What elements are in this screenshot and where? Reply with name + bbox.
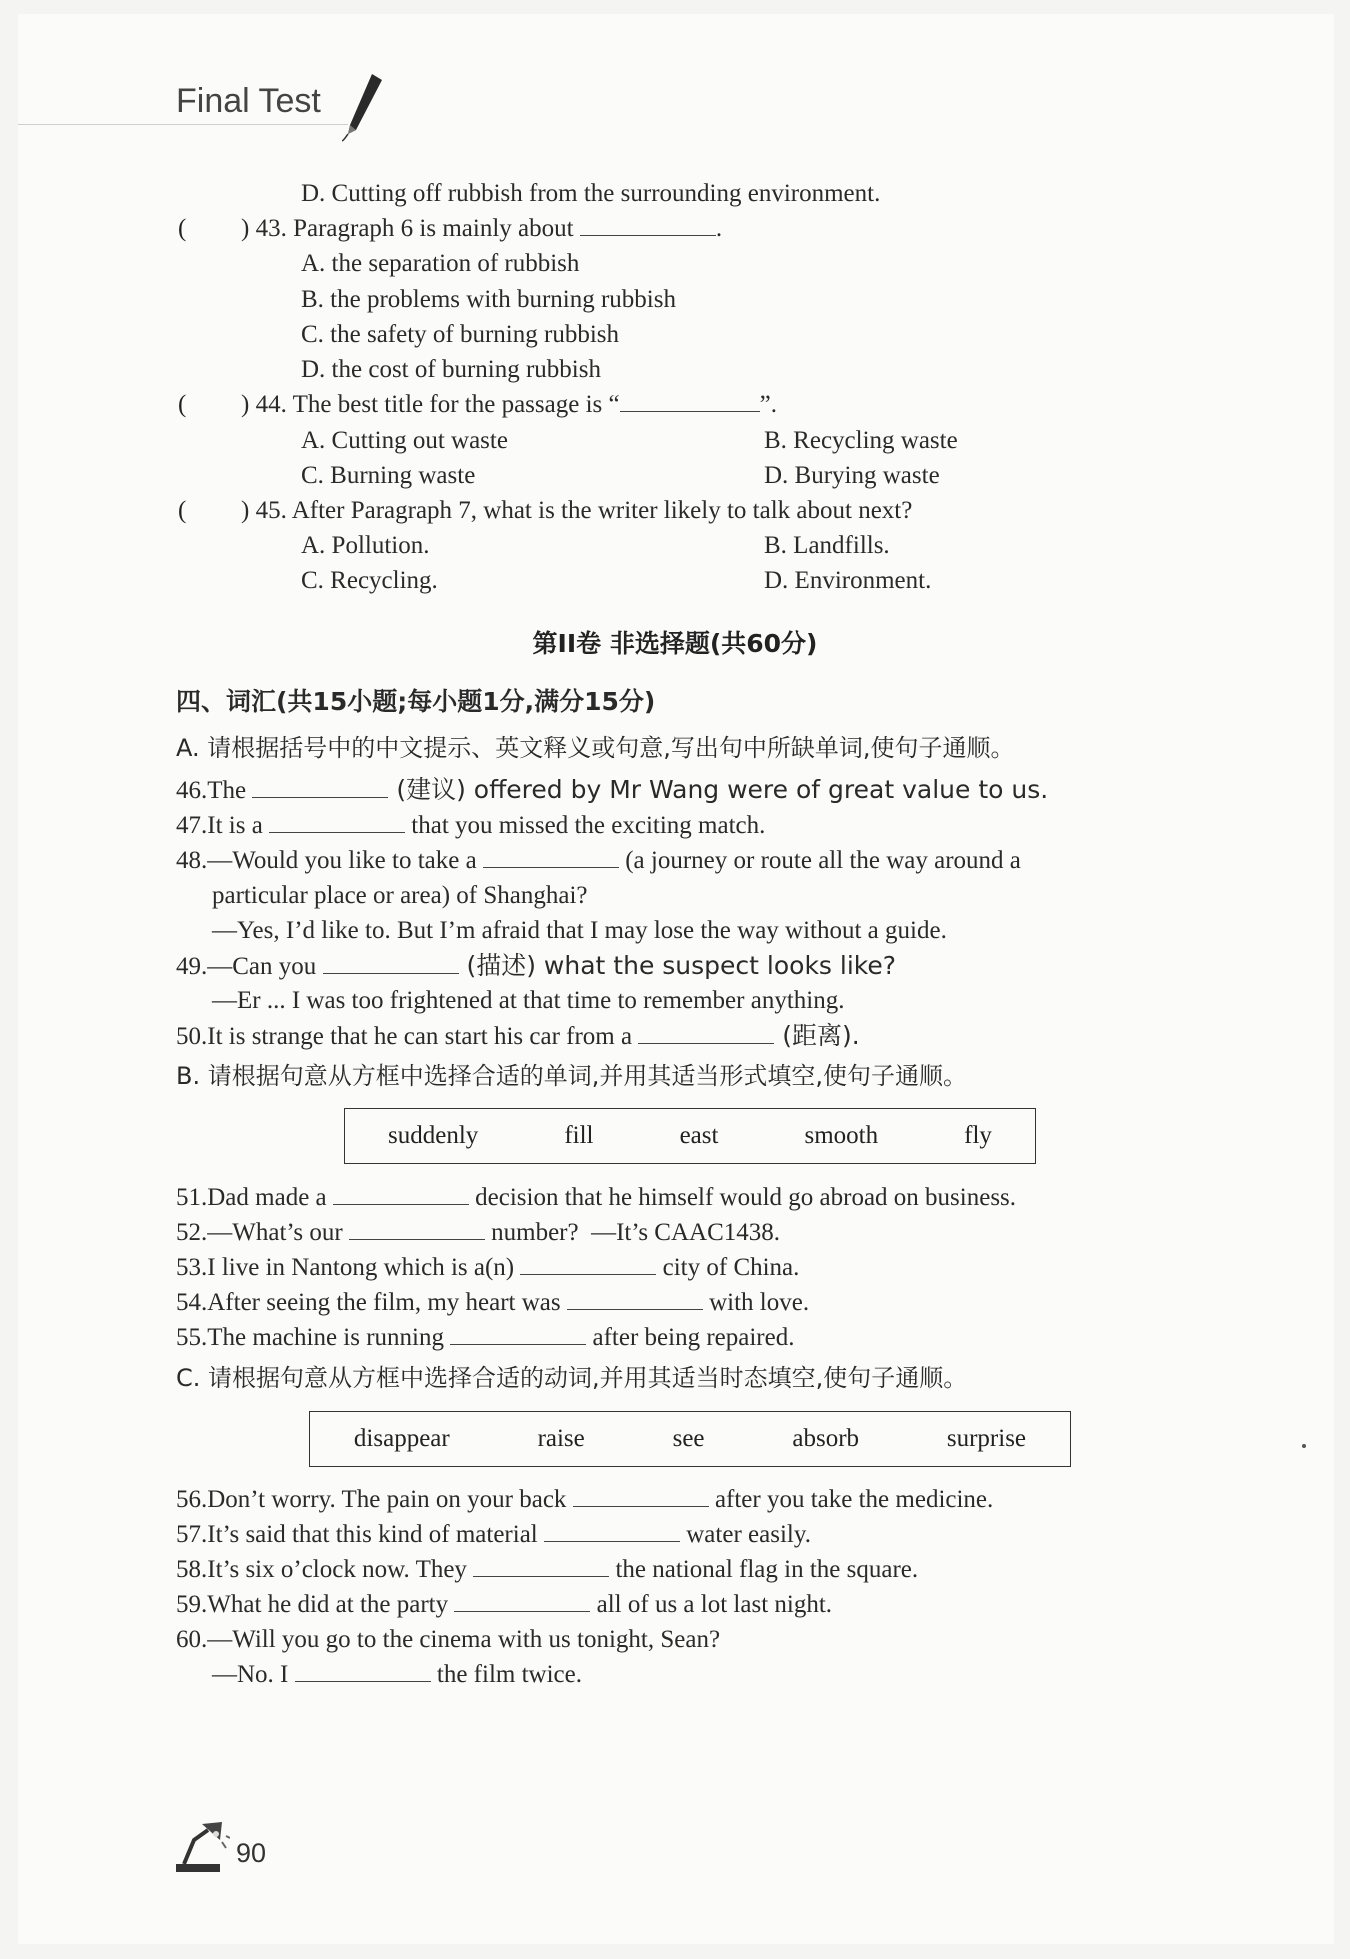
vocab-a-instructions: A. 请根据括号中的中文提示、英文释义或句意,写出句中所缺单词,使句子通顺。 [176, 734, 1015, 762]
blank-48[interactable] [483, 847, 619, 868]
item-59: 59.What he did at the party all of us a lot last night. [176, 1591, 833, 1618]
q45-option-d: D. Environment. [764, 567, 932, 594]
word-c-1: disappear [353, 1425, 450, 1452]
q42-option-d: D. Cutting off rubbish from the surrounding environment. [301, 180, 881, 207]
word-c-2: raise [537, 1425, 585, 1452]
item-60: 60.—Will you go to the cinema with us tonight, Sean? [176, 1626, 721, 1653]
blank-57[interactable] [544, 1521, 680, 1542]
item-60-reply: —No. I the film twice. [212, 1661, 582, 1688]
blank-55[interactable] [450, 1324, 586, 1345]
q45-option-b: B. Landfills. [764, 532, 890, 559]
blank-50[interactable] [638, 1023, 774, 1044]
q43-option-c: C. the safety of burning rubbish [301, 321, 620, 348]
question-43: ) 43. Paragraph 6 is mainly about . [241, 215, 723, 242]
blank-43[interactable] [580, 215, 716, 236]
q45-option-c: C. Recycling. [301, 567, 438, 594]
item-49-reply: —Er ... I was too frightened at that time to remember anything. [212, 987, 845, 1014]
blank-52[interactable] [349, 1219, 485, 1240]
item-58: 58.It’s six o’clock now. They the national flag in the square. [176, 1556, 919, 1583]
blank-53[interactable] [520, 1254, 656, 1275]
blank-51[interactable] [333, 1184, 469, 1205]
item-57: 57.It’s said that this kind of material water easily. [176, 1521, 811, 1548]
page-number: 90 [236, 1838, 267, 1868]
word-b-2: fill [564, 1122, 594, 1149]
word-b-4: smooth [804, 1122, 879, 1149]
q44-option-d: D. Burying waste [764, 462, 940, 489]
q44-option-a: A. Cutting out waste [301, 427, 508, 454]
blank-59[interactable] [454, 1591, 590, 1612]
pen-icon [342, 70, 388, 142]
q44-option-c: C. Burning waste [301, 462, 476, 489]
vocab-c-instructions: C. 请根据句意从方框中选择合适的动词,并用其适当时态填空,使句子通顺。 [176, 1364, 968, 1392]
word-c-4: absorb [792, 1425, 860, 1452]
part2-title: 第II卷 非选择题(共60分) [532, 629, 818, 658]
word-box-c [309, 1411, 1071, 1467]
blank-58[interactable] [473, 1556, 609, 1577]
q43-option-b: B. the problems with burning rubbish [301, 286, 676, 313]
item-48-reply: —Yes, I’d like to. But I’m afraid that I may lose the way without a guide. [212, 917, 947, 944]
blank-49[interactable] [323, 953, 459, 974]
blank-44[interactable] [620, 391, 760, 412]
question-45: ) 45. After Paragraph 7, what is the writer likely to talk about next? [241, 497, 913, 524]
page-header-title: Final Test [176, 82, 321, 120]
blank-56[interactable] [573, 1486, 709, 1507]
answer-paren-43: ( [178, 215, 187, 242]
q44-option-b: B. Recycling waste [764, 427, 958, 454]
word-b-1: suddenly [388, 1122, 479, 1149]
item-48-cont: particular place or area) of Shanghai? [212, 882, 588, 909]
desk-lamp-icon [172, 1818, 230, 1874]
item-48: 48.—Would you like to take a (a journey or route all the way around a [176, 847, 1021, 874]
word-b-5: fly [964, 1122, 992, 1149]
item-46: 46.The (建议) offered by Mr Wang were of great value to us. [176, 775, 1049, 804]
header-rule [18, 124, 348, 125]
answer-paren-44: ( [178, 391, 187, 418]
item-54: 54.After seeing the film, my heart was with love. [176, 1289, 810, 1316]
item-53: 53.I live in Nantong which is a(n) city of China. [176, 1254, 800, 1281]
vocab-heading: 四、词汇(共15小题;每小题1分,满分15分) [176, 687, 656, 716]
word-c-3: see [672, 1425, 705, 1452]
blank-60[interactable] [295, 1661, 431, 1682]
q43-option-a: A. the separation of rubbish [301, 250, 580, 277]
item-52: 52.—What’s our number? —It’s CAAC1438. [176, 1219, 781, 1246]
question-44: ) 44. The best title for the passage is “ ”. [241, 391, 777, 418]
item-50: 50.It is strange that he can start his car from a (距离). [176, 1021, 860, 1050]
stray-dot [1302, 1444, 1306, 1448]
q43-option-d: D. the cost of burning rubbish [301, 356, 601, 383]
answer-paren-45: ( [178, 497, 187, 524]
q45-option-a: A. Pollution. [301, 532, 430, 559]
item-56: 56.Don’t worry. The pain on your back after you take the medicine. [176, 1486, 994, 1513]
word-c-5: surprise [946, 1425, 1027, 1452]
word-box-b [344, 1108, 1036, 1164]
blank-46[interactable] [252, 777, 388, 798]
item-55: 55.The machine is running after being repaired. [176, 1324, 795, 1351]
item-47: 47.It is a that you missed the exciting match. [176, 812, 766, 839]
blank-47[interactable] [269, 812, 405, 833]
word-b-3: east [679, 1122, 719, 1149]
item-49: 49.—Can you (描述) what the suspect looks like? [176, 951, 897, 980]
item-51: 51.Dad made a decision that he himself would go abroad on business. [176, 1184, 1017, 1211]
vocab-b-instructions: B. 请根据句意从方框中选择合适的单词,并用其适当形式填空,使句子通顺。 [176, 1062, 967, 1090]
blank-54[interactable] [567, 1289, 703, 1310]
